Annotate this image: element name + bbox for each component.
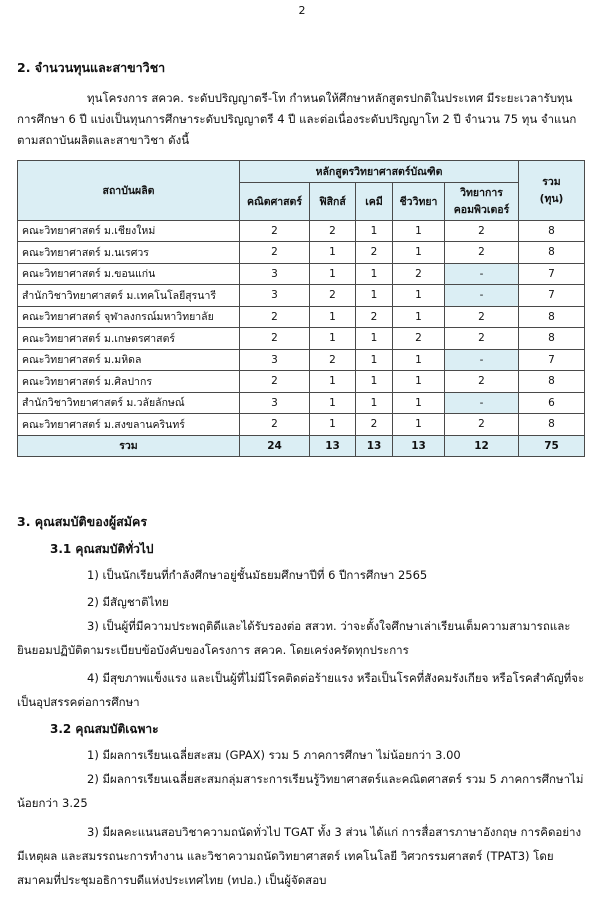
- table-row: [18, 306, 585, 328]
- cs-cell: 2: [445, 328, 519, 350]
- general-item-1: 1) เป็นนักเรียนที่กำลังศึกษาอยู่ชั้นมัธยมศึกษาปีที่ 6 ปีการศึกษา 2565: [87, 568, 428, 582]
- bio-cell: 2: [393, 263, 445, 285]
- chem-cell: 1: [356, 371, 393, 393]
- chem-cell: 1: [356, 285, 393, 307]
- section-2-paragraph: ทุนโครงการ สควค. ระดับปริญญาตรี-โท กำหนดให้ศึกษาหลักสูตรปกติในประเทศ มีระยะเวลารับทุนการศึกษา 6 ปี แบ่งเป็นทุนการศึกษาระดับปริญญาตรี 4 ปี และต่อเนื่องระดับปริญญาโท 2 ปี จำนวน 75 ทุน จำแนกตามสถาบันผลิตและสาขาวิชา ดังนี้: [17, 91, 577, 147]
- total-cell: 8: [519, 242, 585, 264]
- total-cell: 8: [519, 328, 585, 350]
- math-cell: 2: [240, 242, 310, 264]
- total-chem-cell: 13: [356, 435, 393, 457]
- header-institution: สถาบันผลิต: [18, 161, 240, 221]
- institution-cell: คณะวิทยาศาสตร์ ม.เกษตรศาสตร์: [18, 328, 240, 350]
- bio-cell: 1: [393, 349, 445, 371]
- header-physics: ฟิสิกส์: [310, 182, 356, 220]
- total-cell: 8: [519, 414, 585, 436]
- bio-cell: 1: [393, 306, 445, 328]
- bio-cell: 2: [393, 328, 445, 350]
- header-chemistry: เคมี: [356, 182, 393, 220]
- institution-cell: คณะวิทยาศาสตร์ ม.มหิดล: [18, 349, 240, 371]
- header-total: [519, 161, 585, 221]
- chem-cell: 1: [356, 392, 393, 414]
- chem-cell: 1: [356, 328, 393, 350]
- cs-cell: 2: [445, 371, 519, 393]
- chem-cell: 2: [356, 414, 393, 436]
- bio-cell: 1: [393, 371, 445, 393]
- math-cell: 2: [240, 220, 310, 242]
- table-row: [18, 392, 585, 414]
- general-item-4: 4) มีสุขภาพแข็งแรง และเป็นผู้ที่ไม่มีโรคติดต่อร้ายแรง หรือเป็นโรคที่สังคมรังเกียจ หรือโรคสำคัญที่จะเป็นอุปสรรคต่อการศึกษา: [17, 671, 585, 709]
- total-bio-cell: 13: [393, 435, 445, 457]
- total-cell: 6: [519, 392, 585, 414]
- math-cell: 2: [240, 328, 310, 350]
- bio-cell: 1: [393, 414, 445, 436]
- section-3-2-heading: 3.2 คุณสมบัติเฉพาะ: [50, 722, 159, 736]
- math-cell: 3: [240, 392, 310, 414]
- total-cell: 8: [519, 306, 585, 328]
- cs-cell: 2: [445, 242, 519, 264]
- phy-cell: 1: [310, 392, 356, 414]
- total-cell: 7: [519, 349, 585, 371]
- cs-cell: 2: [445, 306, 519, 328]
- scholarship-table: [17, 160, 585, 457]
- specific-item-1: 1) มีผลการเรียนเฉลี่ยสะสม (GPAX) รวม 5 ภาคการศึกษา ไม่น้อยกว่า 3.00: [87, 748, 461, 762]
- total-total-cell: 75: [519, 435, 585, 457]
- page-number: 2: [298, 4, 306, 17]
- phy-cell: 1: [310, 328, 356, 350]
- table-row: [18, 220, 585, 242]
- total-cell: 8: [519, 220, 585, 242]
- math-cell: 3: [240, 263, 310, 285]
- cs-cell: -: [445, 263, 519, 285]
- bio-cell: 1: [393, 392, 445, 414]
- header-cs-line2: คอมพิวเตอร์: [453, 204, 510, 216]
- math-cell: 2: [240, 414, 310, 436]
- header-cs-line1: วิทยาการ: [460, 187, 503, 199]
- phy-cell: 2: [310, 220, 356, 242]
- section-3-heading: 3. คุณสมบัติของผู้สมัคร: [17, 514, 148, 529]
- specific-item-3: 3) มีผลคะแนนสอบวิชาความถนัดทั่วไป TGAT ทั้ง 3 ส่วน ได้แก่ การสื่อสารภาษาอังกฤษ การคิดอย่างมีเหตุผล และสมรรถนะการทำงาน และวิชาความถนัดวิทยาศาสตร์ เทคโนโลยี วิศวกรรมศาสตร์ (TPAT3) โดยสมาคมที่ประชุมอธิการบดีแห่งประเทศไทย (ทปอ.) เป็นผู้จัดสอบ: [17, 825, 582, 887]
- institution-cell: คณะวิทยาศาสตร์ จุฬาลงกรณ์มหาวิทยาลัย: [18, 306, 240, 328]
- institution-cell: สำนักวิชาวิทยาศาสตร์ ม.วลัยลักษณ์: [18, 392, 240, 414]
- section-2-heading: 2. จำนวนทุนและสาขาวิชา: [17, 60, 166, 75]
- total-cell: 7: [519, 285, 585, 307]
- cs-cell: 2: [445, 414, 519, 436]
- total-cell: 8: [519, 371, 585, 393]
- cs-cell: -: [445, 349, 519, 371]
- section-3-1-heading: 3.1 คุณสมบัติทั่วไป: [50, 542, 154, 556]
- header-total-line1: รวม: [542, 176, 561, 189]
- header-biology: ชีววิทยา: [393, 182, 445, 220]
- bio-cell: 1: [393, 285, 445, 307]
- institution-cell: สำนักวิชาวิทยาศาสตร์ ม.เทคโนโลยีสุรนารี: [18, 285, 240, 307]
- table-total-row: [18, 435, 585, 457]
- cs-cell: 2: [445, 220, 519, 242]
- table-row: [18, 349, 585, 371]
- institution-cell: คณะวิทยาศาสตร์ ม.นเรศวร: [18, 242, 240, 264]
- cs-cell: -: [445, 392, 519, 414]
- total-cs-cell: 12: [445, 435, 519, 457]
- general-item-2: 2) มีสัญชาติไทย: [87, 595, 169, 609]
- phy-cell: 1: [310, 306, 356, 328]
- table-row: [18, 371, 585, 393]
- institution-cell: คณะวิทยาศาสตร์ ม.สงขลานครินทร์: [18, 414, 240, 436]
- chem-cell: 2: [356, 242, 393, 264]
- institution-cell: คณะวิทยาศาสตร์ ม.เชียงใหม่: [18, 220, 240, 242]
- specific-item-2: 2) มีผลการเรียนเฉลี่ยสะสมกลุ่มสาระการเรียนรู้วิทยาศาสตร์และคณิตศาสตร์ รวม 5 ภาคการศึกษาไม่น้อยกว่า 3.25: [17, 772, 584, 810]
- bio-cell: 1: [393, 220, 445, 242]
- phy-cell: 1: [310, 371, 356, 393]
- total-label-cell: รวม: [18, 435, 240, 457]
- phy-cell: 1: [310, 242, 356, 264]
- math-cell: 3: [240, 285, 310, 307]
- total-cell: 7: [519, 263, 585, 285]
- total-phy-cell: 13: [310, 435, 356, 457]
- chem-cell: 1: [356, 349, 393, 371]
- table-row: [18, 285, 585, 307]
- table-row: [18, 263, 585, 285]
- chem-cell: 1: [356, 220, 393, 242]
- header-math: คณิตศาสตร์: [240, 182, 310, 220]
- phy-cell: 2: [310, 349, 356, 371]
- institution-cell: คณะวิทยาศาสตร์ ม.ศิลปากร: [18, 371, 240, 393]
- phy-cell: 1: [310, 263, 356, 285]
- math-cell: 3: [240, 349, 310, 371]
- institution-cell: คณะวิทยาศาสตร์ ม.ขอนแก่น: [18, 263, 240, 285]
- math-cell: 2: [240, 371, 310, 393]
- table-row: [18, 414, 585, 436]
- cs-cell: -: [445, 285, 519, 307]
- chem-cell: 1: [356, 263, 393, 285]
- header-bsc-group: หลักสูตรวิทยาศาสตร์บัณฑิต: [240, 161, 519, 183]
- header-total-line2: (ทุน): [539, 193, 564, 206]
- general-item-3: 3) เป็นผู้ที่มีความประพฤติดีและได้รับรองต่อ สสวท. ว่าจะตั้งใจศึกษาเล่าเรียนเต็มความสามารถและยินยอมปฏิบัติตามระเบียบข้อบังคับของโครงการ สควค. โดยเคร่งครัดทุกประการ: [17, 619, 571, 657]
- bio-cell: 1: [393, 242, 445, 264]
- table-row: [18, 242, 585, 264]
- header-computer-science: [445, 182, 519, 220]
- total-math-cell: 24: [240, 435, 310, 457]
- phy-cell: 2: [310, 285, 356, 307]
- table-row: [18, 328, 585, 350]
- chem-cell: 2: [356, 306, 393, 328]
- math-cell: 2: [240, 306, 310, 328]
- phy-cell: 1: [310, 414, 356, 436]
